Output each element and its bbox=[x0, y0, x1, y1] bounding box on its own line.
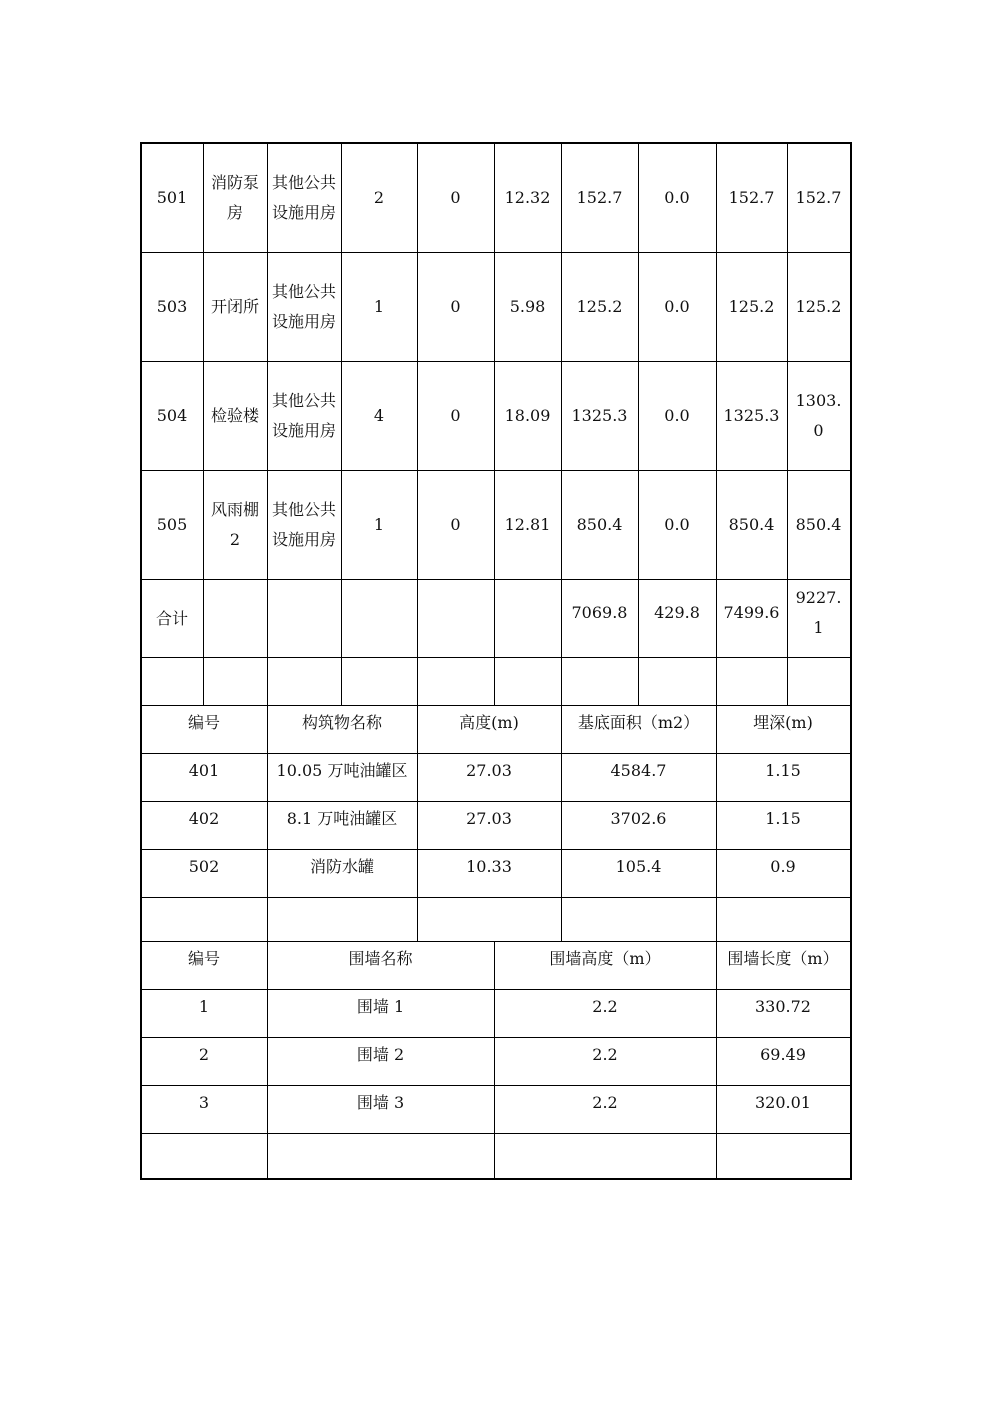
building-height: 18.09 bbox=[504, 406, 551, 425]
structure-base-area: 4584.7 bbox=[610, 761, 667, 780]
building-area-above: 850.4 bbox=[576, 515, 623, 534]
row-divider bbox=[141, 1085, 851, 1086]
row-divider bbox=[141, 705, 851, 706]
column-divider bbox=[716, 705, 717, 941]
building-floors: 1 bbox=[373, 515, 385, 534]
row-divider bbox=[141, 361, 851, 362]
column-divider bbox=[787, 144, 788, 705]
structures-header-depth: 埋深(m) bbox=[753, 713, 813, 732]
structure-name: 消防水罐 bbox=[309, 857, 374, 876]
column-divider bbox=[267, 144, 268, 705]
building-height: 5.98 bbox=[509, 297, 546, 316]
column-divider bbox=[494, 144, 495, 705]
building-id: 503 bbox=[156, 297, 188, 316]
building-name: 消防泵房 bbox=[210, 173, 259, 222]
building-area-above: 152.7 bbox=[576, 188, 623, 207]
total-area-total: 7499.6 bbox=[723, 603, 780, 622]
row-divider bbox=[141, 941, 851, 942]
column-divider bbox=[561, 705, 562, 941]
building-area-below: 0.0 bbox=[664, 297, 690, 316]
column-divider bbox=[561, 144, 562, 705]
structures-header-base-area: 基底面积（m2） bbox=[577, 713, 700, 732]
building-area-above: 1325.3 bbox=[571, 406, 628, 425]
row-divider bbox=[141, 897, 851, 898]
column-divider bbox=[716, 941, 717, 1178]
building-area-total: 850.4 bbox=[728, 515, 775, 534]
structure-depth: 1.15 bbox=[765, 809, 801, 828]
building-area-total: 125.2 bbox=[728, 297, 775, 316]
building-area-below: 0.0 bbox=[664, 406, 690, 425]
structure-height: 27.03 bbox=[466, 761, 512, 780]
column-divider bbox=[638, 144, 639, 705]
wall-name: 围墙 3 bbox=[356, 1093, 405, 1112]
wall-length: 69.49 bbox=[760, 1045, 806, 1064]
building-id: 505 bbox=[156, 515, 188, 534]
structure-id: 402 bbox=[188, 809, 220, 828]
total-area-above: 7069.8 bbox=[571, 603, 628, 622]
total-last-value: 9227.1 bbox=[795, 588, 842, 637]
building-basement: 0 bbox=[450, 515, 461, 534]
building-last-value: 125.2 bbox=[795, 297, 842, 316]
column-divider bbox=[267, 705, 268, 941]
building-name: 风雨棚 2 bbox=[210, 500, 259, 549]
wall-length: 330.72 bbox=[755, 997, 811, 1016]
structure-name: 8.1 万吨油罐区 bbox=[286, 809, 398, 828]
structures-header-name: 构筑物名称 bbox=[301, 713, 382, 732]
structures-header-id: 编号 bbox=[187, 713, 220, 732]
building-area-below: 0.0 bbox=[664, 515, 690, 534]
building-name: 开闭所 bbox=[210, 297, 259, 316]
column-divider bbox=[716, 144, 717, 705]
structure-depth: 1.15 bbox=[765, 761, 801, 780]
structure-id: 502 bbox=[188, 857, 220, 876]
wall-length: 320.01 bbox=[755, 1093, 811, 1112]
wall-name: 围墙 2 bbox=[356, 1045, 405, 1064]
total-area-below: 429.8 bbox=[654, 603, 700, 622]
column-divider bbox=[341, 144, 342, 705]
building-height: 12.81 bbox=[504, 515, 551, 534]
building-floors: 2 bbox=[373, 188, 385, 207]
wall-height: 2.2 bbox=[592, 1093, 618, 1112]
row-divider bbox=[141, 849, 851, 850]
building-id: 504 bbox=[156, 406, 188, 425]
building-last-value: 850.4 bbox=[795, 515, 842, 534]
row-divider bbox=[141, 989, 851, 990]
structures-header-height: 高度(m) bbox=[459, 713, 519, 732]
building-last-value: 152.7 bbox=[795, 188, 842, 207]
column-divider bbox=[417, 144, 418, 705]
column-divider bbox=[267, 941, 268, 1178]
structure-name: 10.05 万吨油罐区 bbox=[276, 761, 408, 780]
building-use: 其他公共设施用房 bbox=[271, 500, 336, 549]
building-last-value: 1303.0 bbox=[795, 391, 842, 440]
walls-header-height: 围墙高度（m） bbox=[549, 949, 661, 968]
row-divider bbox=[141, 579, 851, 580]
walls-header-length: 围墙长度（m） bbox=[727, 949, 839, 968]
structure-height: 27.03 bbox=[466, 809, 512, 828]
column-divider bbox=[203, 144, 204, 705]
column-divider bbox=[494, 941, 495, 1178]
building-use: 其他公共设施用房 bbox=[271, 173, 336, 222]
row-divider bbox=[141, 1037, 851, 1038]
building-name: 检验楼 bbox=[210, 406, 259, 425]
row-divider bbox=[141, 657, 851, 658]
wall-id: 2 bbox=[198, 1045, 210, 1064]
building-height: 12.32 bbox=[504, 188, 551, 207]
structure-base-area: 3702.6 bbox=[610, 809, 667, 828]
row-divider bbox=[141, 753, 851, 754]
wall-id: 1 bbox=[198, 997, 210, 1016]
building-id: 501 bbox=[156, 188, 188, 207]
wall-height: 2.2 bbox=[592, 1045, 618, 1064]
building-basement: 0 bbox=[450, 406, 461, 425]
wall-height: 2.2 bbox=[592, 997, 618, 1016]
structure-base-area: 105.4 bbox=[615, 857, 662, 876]
building-floors: 4 bbox=[373, 406, 385, 425]
building-area-above: 125.2 bbox=[576, 297, 623, 316]
building-floors: 1 bbox=[373, 297, 385, 316]
column-divider bbox=[417, 705, 418, 941]
building-basement: 0 bbox=[450, 297, 461, 316]
structure-id: 401 bbox=[188, 761, 220, 780]
row-divider bbox=[141, 1133, 851, 1134]
building-area-below: 0.0 bbox=[664, 188, 690, 207]
wall-name: 围墙 1 bbox=[356, 997, 405, 1016]
row-divider bbox=[141, 252, 851, 253]
walls-header-id: 编号 bbox=[187, 949, 220, 968]
building-basement: 0 bbox=[450, 188, 461, 207]
structure-depth: 0.9 bbox=[770, 857, 796, 876]
wall-id: 3 bbox=[198, 1093, 210, 1112]
row-divider bbox=[141, 801, 851, 802]
building-use: 其他公共设施用房 bbox=[271, 391, 336, 440]
total-label: 合计 bbox=[155, 609, 188, 628]
structure-height: 10.33 bbox=[466, 857, 512, 876]
building-use: 其他公共设施用房 bbox=[271, 282, 336, 331]
row-divider bbox=[141, 470, 851, 471]
building-area-total: 1325.3 bbox=[723, 406, 780, 425]
walls-header-name: 围墙名称 bbox=[348, 949, 413, 968]
building-area-total: 152.7 bbox=[728, 188, 775, 207]
